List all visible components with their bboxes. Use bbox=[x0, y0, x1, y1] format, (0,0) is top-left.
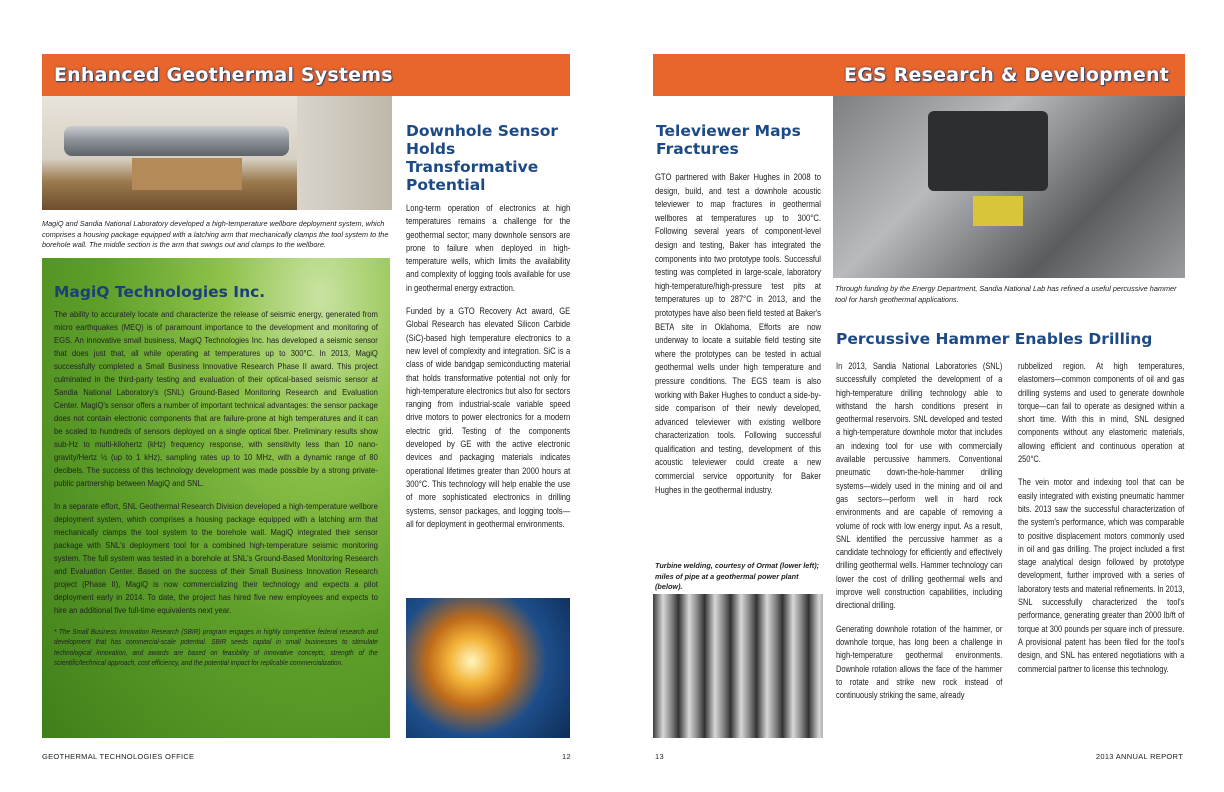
hammer-paragraph: rubbelized region. At high temperatures, elastomers—common components of oil and gas drilling systems and used to generate downhole torque—can fail to operate as designed within a short time. With this in mind, SNL designed components without any elastomeric materials, allowing efficient and continuous operation at 250°C. bbox=[1018, 361, 1185, 465]
magiq-sidebar bbox=[42, 258, 390, 738]
magiq-body bbox=[54, 308, 378, 668]
page-number-right: 13 bbox=[655, 752, 664, 761]
downhole-paragraph: Funded by a GTO Recovery Act award, GE Global Research has elevated Silicon Carbide (SiC)-based high temperature electronics to a new level of complexity and integration. SiC is a class of wide bandgap semiconducting material that holds transformative potential not only for high-temperature electronics but also for sectors ranging from industrial-scale variable speed drive motors to power electronics for a modern electric grid. Testing of the components developed by GE with the active electronic devices and packaging materials indicates operational lifetimes greater than 2000 hours at 300°C. This technology will help enable the use of more sophisticated electronics in drilling systems, sensor packages, and logging tools—all for deployment in geothermal environments. bbox=[406, 306, 571, 529]
pipe-photo-caption: Turbine welding, courtesy of Ormat (lower left); miles of pipe at a geothermal power plant (below). bbox=[655, 561, 820, 591]
downhole-title: Downhole Sensor Holds Transformative Potential bbox=[406, 122, 559, 194]
tool-cylinder bbox=[64, 126, 289, 156]
downhole-body bbox=[406, 202, 570, 531]
turbine-welding-photo bbox=[406, 598, 570, 738]
percussive-hammer-photo bbox=[833, 96, 1185, 278]
wellbore-photo-caption: MagiQ and Sandia National Laboratory developed a high-temperature wellbore deployment system, which comprises a housing package equipped with a latching arm that mechanically clamps the tool system to the borehole wall. The middle section is the arm that swings out and clamps to the wellbore. bbox=[42, 219, 389, 249]
hammer-col1 bbox=[836, 360, 1002, 702]
right-banner bbox=[653, 54, 1185, 96]
page-number-left: 12 bbox=[562, 752, 571, 761]
magiq-paragraph: In a separate effort, SNL Geothermal Research Division developed a high-temperature wellbore deployment system, which comprises a housing package equipped with a latching arm that mechanically clamps the tool system to the borehole wall. MagiQ integrated their sensor package with SNL's deployment tool for a combined high-temperature seismic monitoring system. The full system was tested in a borehole at SNL's Ground-Based Monitoring Research and Evaluation Center. Based on the success of their Small Business Innovation Research project (Phase II), MagiQ is now commercializing their technology and expects a pilot deployment early in 2014. To date, the project has hired five new employees and expects to hire an additional five full-time equivalents next year. bbox=[54, 501, 378, 615]
televiewer-paragraph: GTO partnered with Baker Hughes in 2008 to design, build, and test a downhole acoustic televiewer to map fractures in geothermal wellbores at temperatures up to 300°C. Following several years of component-level design and testing, Baker has integrated the components into two prototype tools. Successful testing was completed in large-scale, laboratory high-temperature/high-pressure test pits at temperatures up to 287°C in 2013, and the prototypes have also been field tested at Baker's BETA site in Oklahoma. Efforts are now underway to locate a suitable field testing site where the prototypes can be tested in actual geothermal wells under high temperature and pressure conditions. The EGS team is also working with Baker Hughes to conduct a side-by-side comparison of their newly developed, advanced televiewer with existing wellbore characterization tools. Following successful qualification and testing, development of this acoustic televiewer could create a new commercial service opportunity for Baker Hughes in the geothermal industry. bbox=[655, 172, 821, 495]
magiq-paragraph: The ability to accurately locate and characterize the release of seismic energy, generated from micro earthquakes (MEQ) is of paramount importance to the development and monitoring of EGS. An innovative small business, MagiQ Technologies Inc. has developed a seismic sensor that does just that, all while operating at temperatures up to 300°C. In 2013, MagiQ successfully completed a Small Business Innovative Research Phase II award. This project culminated in the third-party testing and evaluation of their optical-based seismic sensor at Sandia National Laboratory's (SNL) Ground-Based Monitoring Research and Evaluation Center. MagiQ's sensor offers a number of important technical advantages: the sensor package does not contain electronic components that are failure-prone at high temperatures and it can be scaled to hundreds of sensors deployed on a single optical fiber. Preliminary results show sub-Hz to multi-kilohertz (kHz) frequency response, with sensitivity less than 10 nano-gravity/Hertz ½ (up to 1 kHz), sampling rates up to 10 MHz, with a dynamic range of 80 decibels. The success of this technology development was made possible by a strong private-public partnership between MagiQ and SNL. bbox=[54, 309, 378, 488]
hammer-paragraph: In 2013, Sandia National Laboratories (SNL) successfully completed the development of a high-temperature drilling technology able to withstand the harsh conditions present in geothermal reservoirs. SNL developed and tested a high-temperature downhole motor that includes an indexing tool for use with commercially available percussive hammers. Conventional pneumatic down-the-hole-hammer drilling systems—widely used in the mining and oil and gas sectors—perform well in hard rock environments and are capable of removing a volume of rock with low energy input. As a result, SNL identified the percussive hammer as a candidate technology for efficiently and effectively drilling geothermal wells. Hammer technology can lower the cost of drilling geothermal wells and improve well construction capabilities, including directional drilling. bbox=[836, 361, 1003, 611]
hammer-head bbox=[928, 111, 1048, 191]
sbir-footnote: * The Small Business Innovation Research (SBIR) program engages in highly competitive federal research and development that has commercial-scale potential. SBIR seeds capital in small businesses to stimulate technological innovation, and awards are based on feasibility of innovative concepts, strength of the scientific/technical approach, cost efficiency, and the potential impact for replicable commercialization. bbox=[54, 627, 378, 667]
televiewer-body bbox=[655, 171, 821, 497]
magiq-title: MagiQ Technologies Inc. bbox=[54, 283, 266, 301]
hammer-paragraph: Generating downhole rotation of the hammer, or downhole torque, has long been a challenge in high-temperature geothermal environments. Downhole rotation allows the face of the hammer to rotate and strike new rock instead of continuously striking the same, already bbox=[836, 623, 1003, 701]
hammer-photo-caption: Through funding by the Energy Department, Sandia National Lab has refined a useful percussive hammer tool for harsh geothermal applications. bbox=[835, 284, 1177, 304]
wood-stand bbox=[132, 158, 242, 190]
hammer-paragraph: The vein motor and indexing tool that can be easily integrated with existing pneumatic hammer bits. 2013 saw the successful characterization of the system's performance, which was comparable to positive displacement motors commonly used in oil and gas drilling. The project included a first stage analytical design followed by prototype development, further improved with a series of laboratory tests and material refinements. In 2013, SNL successfully characterized the tool's performance, generating greater than 2000 lb/ft of torque at 300 pounds per square inch of pressure. A provisional patent has been filed for the tool's design, and SNL has entered negotiations with a commercial partner to license this technology. bbox=[1018, 477, 1185, 674]
yellow-tape bbox=[973, 196, 1023, 226]
photo-background bbox=[297, 96, 392, 210]
hammer-title: Percussive Hammer Enables Drilling bbox=[836, 330, 1153, 348]
right-banner-title: EGS Research & Development bbox=[844, 64, 1169, 86]
hammer-col2 bbox=[1018, 360, 1184, 676]
footer-report: 2013 ANNUAL REPORT bbox=[1095, 752, 1183, 761]
geothermal-pipes-photo bbox=[653, 594, 823, 738]
left-banner bbox=[42, 54, 570, 96]
televiewer-title: Televiewer Maps Fractures bbox=[656, 122, 801, 158]
footer-office: GEOTHERMAL TECHNOLOGIES OFFICE bbox=[42, 752, 195, 761]
downhole-paragraph: Long-term operation of electronics at high temperatures remains a challenge for the geothermal sector; many downhole sensors are prone to failure when deployed in high-temperature wells, which limits the availability and complexity of logging tools available for use in geothermal energy extraction. bbox=[406, 203, 571, 293]
wellbore-tool-photo bbox=[42, 96, 392, 210]
left-banner-title: Enhanced Geothermal Systems bbox=[54, 64, 393, 86]
